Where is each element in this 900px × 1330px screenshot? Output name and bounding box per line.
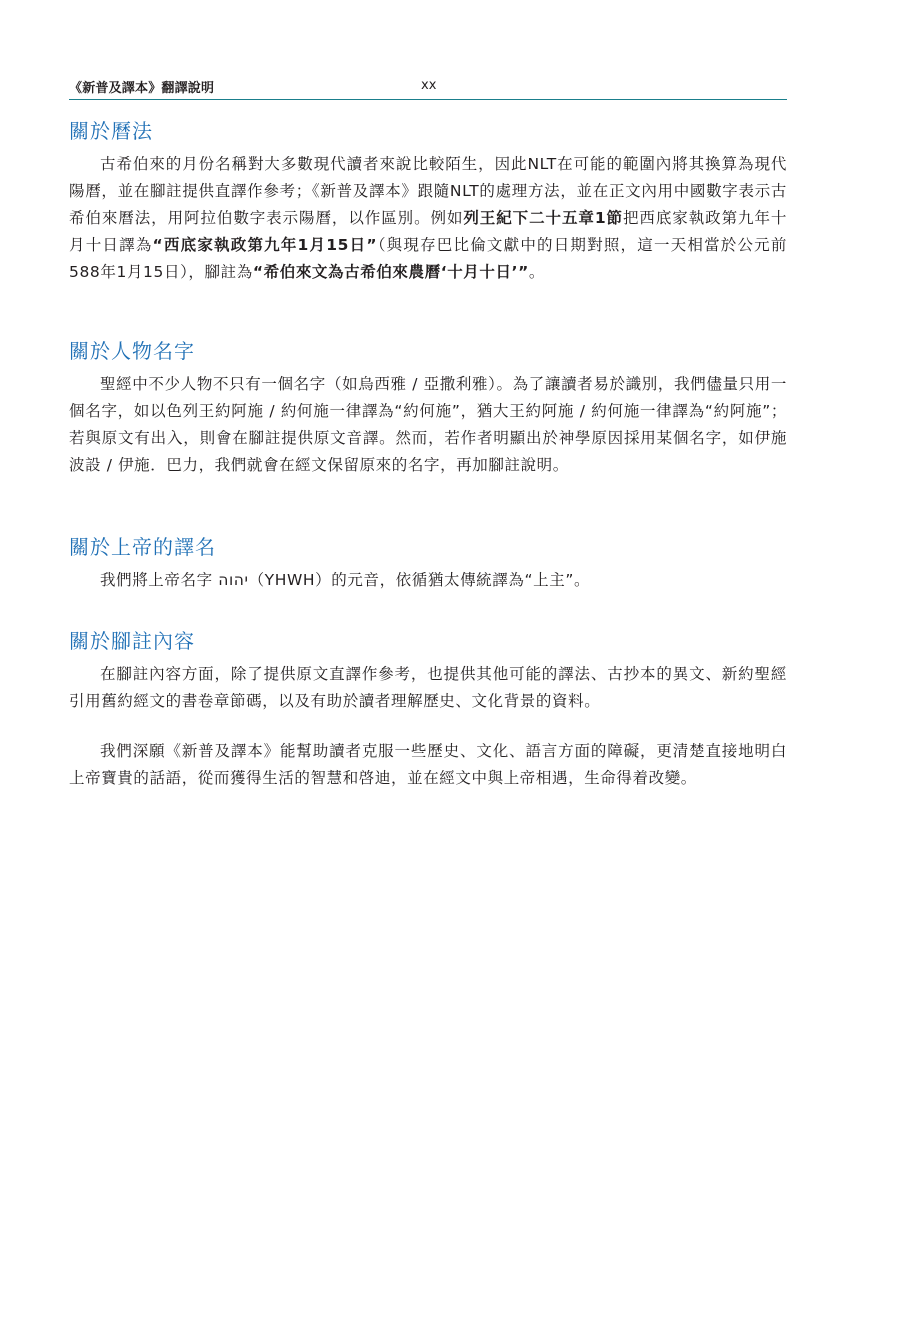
section-calendar [69, 117, 787, 286]
section-body-footnotes: 在腳註內容方面，除了提供原文直譯作參考，也提供其他可能的譯法、古抄本的異文、新約聖經引用舊約經文的書卷章節碼，以及有助於讀者理解歷史、文化背景的資料。 [69, 665, 787, 710]
section-divine-name [69, 533, 787, 594]
calendar-bold-reference: 列王紀下二十五章1節 [463, 209, 623, 227]
closing-paragraph: 我們深願《新普及譯本》能幫助讀者克服一些歷史、文化、語言方面的障礙，更清楚直接地明白上帝寶貴的話語，從而獲得生活的智慧和啓迪，並在經文中與上帝相遇，生命得着改變。 [69, 742, 787, 787]
calendar-text-3: （與現存巴比倫文獻中的日期對照，這一天相當於公元前588年1月15日），腳註為 [69, 236, 787, 281]
header-rule [69, 99, 787, 100]
section-heading-footnotes: 關於腳註內容 [69, 629, 195, 653]
calendar-text-4: 。 [528, 263, 545, 281]
section-heading-calendar: 關於曆法 [69, 119, 153, 143]
calendar-bold-footnote: “希伯來文為古希伯來農曆‘十月十日’” [252, 263, 529, 281]
section-names [69, 337, 787, 479]
section-heading-divine-name: 關於上帝的譯名 [69, 535, 216, 559]
running-header [69, 77, 787, 99]
calendar-text-2: 把西底家執政第九年十月十日譯為 [69, 209, 787, 254]
page-number: xx [421, 78, 437, 93]
section-footnotes [69, 627, 787, 715]
calendar-bold-translation: “西底家執政第九年1月15日” [152, 236, 378, 254]
section-heading-names: 關於人物名字 [69, 339, 195, 363]
section-body-calendar [69, 151, 787, 286]
section-body-names: 聖經中不少人物不只有一個名字（如烏西雅 / 亞撒利雅）。為了讓讀者易於識別，我們儘量只用一個名字，如以色列王約阿施 / 約何施一律譯為“約何施”，猶大王約阿施 / 約何施一律譯為“約阿施”；若與原文有出入，則會在腳註提供原文音譯。然而，若作者明顯出於神學原因採用某個名字，如伊施波設 / 伊施．巴力，我們就會在經文保留原來的名字，再加腳註說明。 [69, 375, 787, 474]
header-book-title: 《新普及譯本》翻譯說明 [69, 81, 215, 96]
calendar-text-1: 古希伯來的月份名稱對大多數現代讀者來說比較陌生，因此NLT在可能的範圍內將其換算為現代陽曆，並在腳註提供直譯作參考；《新普及譯本》跟隨NLT的處理方法，並在正文內用中國數字表示古希伯來曆法，用阿拉伯數字表示陽曆，以作區別。例如 [69, 155, 787, 227]
section-body-divine-name: 我們將上帝名字 יהוה（YHWH）的元音，依循猶太傳統譯為“上主”。 [100, 571, 591, 589]
